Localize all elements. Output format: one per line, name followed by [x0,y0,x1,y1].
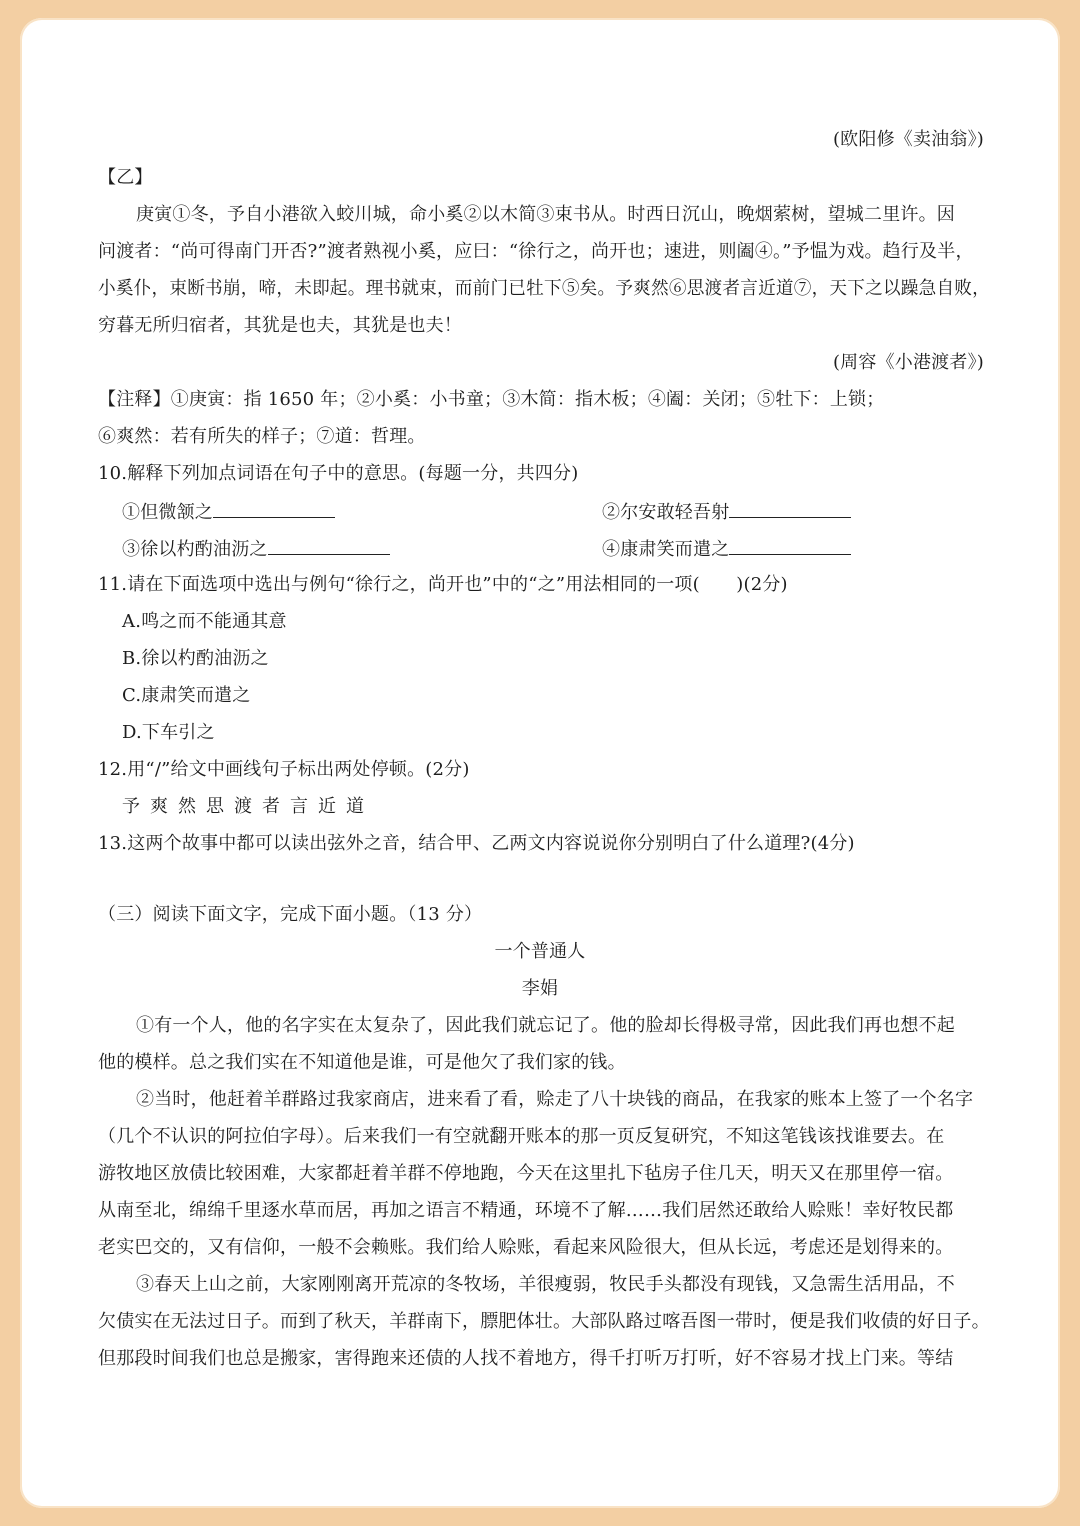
article-line: ③春天上山之前，大家刚刚离开荒凉的冬牧场，羊很瘦弱，牧民手头都没有现钱，又急需生活用品，不 [136,1274,955,1295]
article-line: 欠债实在无法过日子。而到了秋天，羊群南下，膘肥体壮。大部队路过喀吾图一带时，便是我们收债的好日子。 [98,1311,990,1332]
q10-item-4-text: ④康肃笑而遣之 [602,539,730,560]
notes-line: 【注释】①庚寅：指 1650 年；②小奚：小书童；③木简：指木板；④阖：关闭；⑤牡下：上锁； [98,389,885,410]
passage-line: 庚寅①冬，予自小港欲入蛟川城，命小奚②以木简③束书从。时西日沉山，晚烟萦树，望城二里许。因 [136,204,955,225]
q10-item-3-text: ③徐以杓酌油沥之 [122,539,268,560]
q10-item-2-text: ②尔安敢轻吾射 [602,502,730,523]
answer-blank[interactable] [729,536,851,555]
q11-option-b[interactable]: B.徐以杓酌油沥之 [122,648,269,669]
article-line: （几个不认识的阿拉伯字母）。后来我们一有空就翻开账本的那一页反复研究，不知这笔钱该找谁要去。在 [98,1126,945,1147]
passage-line: 穷暮无所归宿者，其犹是也夫，其犹是也夫！ [98,315,462,336]
article-author: 李娟 [521,978,559,999]
q10-item-1 [122,499,335,525]
article-line: 他的模样。总之我们实在不知道他是谁，可是他欠了我们家的钱。 [98,1052,626,1073]
source-citation-2: (周容《小港渡者》) [832,352,984,373]
q10-item-1-text: ①但微颔之 [122,502,213,523]
question-12-stem: 12.用“/”给文中画线句子标出两处停顿。(2分) [98,759,470,780]
answer-blank[interactable] [213,499,335,518]
q10-item-2 [602,499,851,525]
article-line: 从南至北，绵绵千里逐水草而居，再加之语言不精通，环境不了解……我们居然还敢给人赊账！幸好牧民都 [98,1200,954,1221]
article-title: 一个普通人 [494,941,586,962]
article-line: 但那段时间我们也总是搬家，害得跑来还债的人找不着地方，得千打听万打听，好不容易才找上门来。等结 [98,1348,954,1369]
notes-line: ⑥爽然：若有所失的样子；⑦道：哲理。 [98,426,426,447]
passage-line: 小奚仆，束断书崩，啼，未即起。理书就束，而前门已牡下⑤矣。予爽然⑥思渡者言近道⑦，天下之以躁急自败， [98,278,990,299]
q11-option-a[interactable]: A.鸣之而不能通其意 [122,611,287,632]
question-13-stem: 13.这两个故事中都可以读出弦外之音，结合甲、乙两文内容说说你分别明白了什么道理?(4分) [98,833,855,854]
section-3-heading: （三）阅读下面文字，完成下面小题。（13 分） [98,904,483,925]
article-line: ②当时，他赶着羊群路过我家商店，进来看了看，赊走了八十块钱的商品，在我家的账本上签了一个名字 [136,1089,974,1110]
q10-item-4 [602,536,851,562]
answer-blank[interactable] [729,499,851,518]
q11-option-d[interactable]: D.下车引之 [122,722,215,743]
passage-line: 问渡者：“尚可得南门开否?”渡者熟视小奚，应曰：“徐行之，尚开也；速进，则阖④。”予愠为戏。趋行及半， [98,241,974,262]
article-line: 老实巴交的，又有信仰，一般不会赖账。我们给人赊账，看起来风险很大，但从长远，考虑还是划得来的。 [98,1237,954,1258]
article-line: 游牧地区放债比较困难，大家都赶着羊群不停地跑，今天在这里扎下毡房子住几天，明天又在那里停一宿。 [98,1163,954,1184]
answer-blank[interactable] [268,536,390,555]
article-line: ①有一个人，他的名字实在太复杂了，因此我们就忘记了。他的脸却长得极寻常，因此我们再也想不起 [136,1015,955,1036]
question-11-stem: 11.请在下面选项中选出与例句“徐行之，尚开也”中的“之”用法相同的一项( )(2分) [98,574,788,595]
source-citation-1: (欧阳修《卖油翁》) [832,129,984,150]
section-yi-label: 【乙】 [98,167,153,188]
q11-option-c[interactable]: C.康肃笑而遣之 [122,685,251,706]
q10-item-3 [122,536,390,562]
question-10-stem: 10.解释下列加点词语在句子中的意思。(每题一分，共四分) [98,463,579,484]
q12-sentence: 予爽然思渡者言近道 [122,796,374,817]
